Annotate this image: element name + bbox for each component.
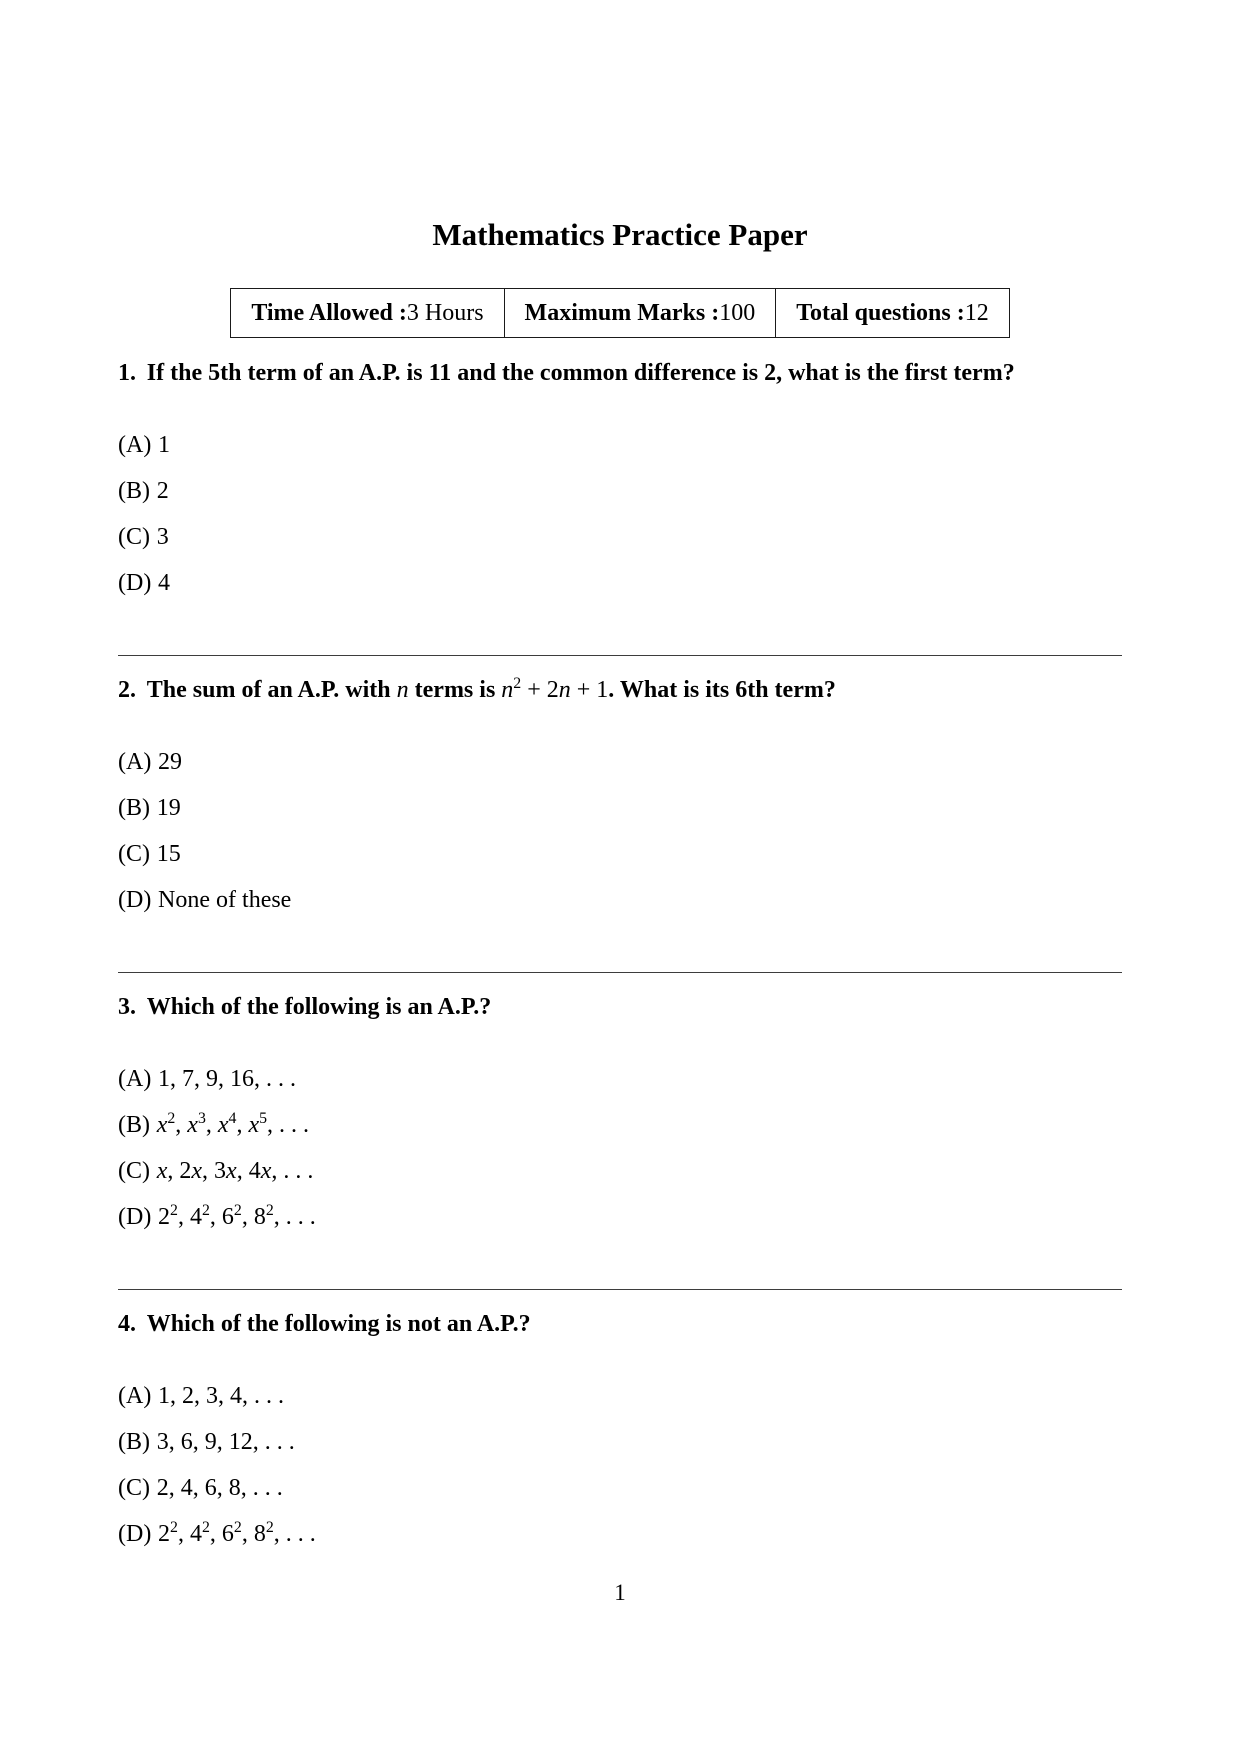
text-segment: , 4 bbox=[177, 1521, 202, 1547]
text-segment: , 6 bbox=[209, 1521, 234, 1547]
question-number: 3. bbox=[118, 994, 136, 1020]
text-segment: 29 bbox=[158, 749, 183, 775]
option-label: (C) bbox=[118, 1475, 150, 1501]
option-label: (C) bbox=[118, 841, 150, 867]
text-segment: , 6 bbox=[209, 1204, 234, 1230]
math-superscript: 4 bbox=[228, 1110, 237, 1127]
question-heading bbox=[118, 992, 1122, 1022]
math-superscript: 2 bbox=[233, 1202, 242, 1219]
options-list bbox=[118, 430, 1122, 598]
option-label: (C) bbox=[118, 1158, 150, 1184]
question-text bbox=[147, 360, 1015, 386]
exam-info-cell bbox=[231, 289, 504, 338]
question-block bbox=[118, 1309, 1122, 1549]
info-value: 3 Hours bbox=[406, 300, 484, 326]
info-value: 100 bbox=[719, 300, 756, 326]
option-row bbox=[118, 1156, 1122, 1186]
text-segment: 2, 4, 6, 8, . . . bbox=[156, 1475, 283, 1501]
math-superscript: 2 bbox=[265, 1202, 274, 1219]
question-number: 2. bbox=[118, 677, 136, 703]
option-row bbox=[118, 1381, 1122, 1411]
text-segment: , . . . bbox=[273, 1521, 316, 1547]
text-segment: , . . . bbox=[271, 1158, 314, 1184]
option-text bbox=[158, 1521, 316, 1547]
math-variable: n bbox=[396, 677, 409, 703]
option-text bbox=[157, 1112, 309, 1138]
exam-info-row bbox=[231, 289, 1009, 338]
math-variable: x bbox=[260, 1158, 272, 1184]
info-label: Total questions : bbox=[796, 300, 965, 326]
text-segment: The sum of an A.P. with bbox=[146, 677, 397, 703]
questions-container bbox=[118, 358, 1122, 1549]
text-segment: 4 bbox=[158, 570, 171, 596]
option-row bbox=[118, 430, 1122, 460]
question-heading bbox=[118, 1309, 1122, 1339]
option-label: (C) bbox=[118, 524, 150, 550]
text-segment: , bbox=[205, 1112, 218, 1138]
option-text bbox=[157, 1429, 295, 1455]
text-segment: . What is its 6th term? bbox=[608, 677, 836, 703]
text-segment: , bbox=[236, 1112, 249, 1138]
text-segment: 2 bbox=[158, 1521, 171, 1547]
text-segment: , . . . bbox=[267, 1112, 310, 1138]
option-label: (B) bbox=[118, 1112, 150, 1138]
text-segment: Which of the following is an A.P.? bbox=[146, 994, 492, 1020]
math-variable: x bbox=[191, 1158, 203, 1184]
text-segment: 3 bbox=[156, 524, 169, 550]
text-segment: terms is bbox=[408, 677, 502, 703]
info-label: Maximum Marks : bbox=[524, 300, 720, 326]
info-label: Time Allowed : bbox=[251, 300, 407, 326]
question-text bbox=[147, 677, 836, 703]
text-segment: 2 bbox=[158, 1204, 171, 1230]
option-text bbox=[157, 1475, 283, 1501]
option-row bbox=[118, 522, 1122, 552]
math-superscript: 2 bbox=[201, 1519, 210, 1536]
question-block bbox=[118, 675, 1122, 973]
text-segment: 15 bbox=[156, 841, 181, 867]
question-heading bbox=[118, 675, 1122, 705]
option-text bbox=[158, 432, 170, 458]
math-variable: x bbox=[156, 1158, 168, 1184]
math-variable: x bbox=[156, 1112, 168, 1138]
exam-info-table bbox=[230, 288, 1009, 338]
options-list bbox=[118, 747, 1122, 915]
option-text bbox=[158, 1383, 284, 1409]
option-label: (D) bbox=[118, 887, 152, 913]
option-label: (A) bbox=[118, 432, 152, 458]
question-divider bbox=[118, 972, 1122, 973]
math-variable: n bbox=[501, 677, 514, 703]
math-variable: x bbox=[248, 1112, 260, 1138]
option-text bbox=[157, 841, 181, 867]
text-segment: 1, 7, 9, 16, . . . bbox=[158, 1066, 297, 1092]
options-list bbox=[118, 1381, 1122, 1549]
option-text bbox=[157, 478, 169, 504]
option-label: (D) bbox=[118, 1204, 152, 1230]
option-row bbox=[118, 568, 1122, 598]
text-segment: , 3 bbox=[202, 1158, 227, 1184]
option-row bbox=[118, 1110, 1122, 1140]
text-segment: 1, 2, 3, 4, . . . bbox=[158, 1383, 285, 1409]
math-variable: x bbox=[226, 1158, 237, 1184]
math-superscript: 2 bbox=[513, 675, 522, 692]
option-text bbox=[158, 887, 291, 913]
text-segment: , . . . bbox=[273, 1204, 316, 1230]
question-block bbox=[118, 358, 1122, 656]
text-segment: 1 bbox=[158, 432, 171, 458]
text-segment: None of these bbox=[158, 887, 292, 913]
question-heading bbox=[118, 358, 1122, 388]
question-divider bbox=[118, 1289, 1122, 1290]
math-variable: x bbox=[187, 1112, 198, 1138]
option-text bbox=[157, 1158, 314, 1184]
text-segment: , bbox=[175, 1112, 188, 1138]
math-superscript: 2 bbox=[170, 1519, 178, 1536]
text-segment: + 2 bbox=[521, 677, 559, 703]
math-superscript: 2 bbox=[167, 1110, 176, 1127]
option-label: (A) bbox=[118, 749, 152, 775]
math-variable: n bbox=[558, 677, 571, 703]
question-number: 4. bbox=[118, 1311, 136, 1337]
option-label: (B) bbox=[118, 478, 150, 504]
math-superscript: 2 bbox=[265, 1519, 274, 1536]
option-row bbox=[118, 839, 1122, 869]
page-title: Mathematics Practice Paper bbox=[432, 217, 808, 252]
option-text bbox=[158, 1066, 296, 1092]
option-text bbox=[157, 795, 181, 821]
option-row bbox=[118, 1519, 1122, 1549]
page-number: 1 bbox=[614, 1580, 626, 1605]
option-text bbox=[158, 749, 182, 775]
option-row bbox=[118, 793, 1122, 823]
exam-info-cell bbox=[776, 289, 1010, 338]
text-segment: , 2 bbox=[167, 1158, 192, 1184]
text-segment: , 4 bbox=[236, 1158, 261, 1184]
option-label: (B) bbox=[118, 795, 150, 821]
math-variable: x bbox=[217, 1112, 229, 1138]
question-divider bbox=[118, 655, 1122, 656]
option-row bbox=[118, 1064, 1122, 1094]
exam-info-cell bbox=[504, 289, 776, 338]
text-segment: + 1 bbox=[570, 677, 609, 703]
question-text bbox=[147, 1311, 531, 1337]
option-text bbox=[158, 1204, 316, 1230]
option-row bbox=[118, 885, 1122, 915]
option-label: (A) bbox=[118, 1383, 152, 1409]
option-text bbox=[157, 524, 169, 550]
option-row bbox=[118, 476, 1122, 506]
text-segment: , 8 bbox=[241, 1204, 266, 1230]
text-segment: 3, 6, 9, 12, . . . bbox=[156, 1429, 295, 1455]
math-superscript: 3 bbox=[197, 1110, 206, 1127]
text-segment: Which of the following is not an A.P.? bbox=[146, 1311, 531, 1337]
option-label: (B) bbox=[118, 1429, 150, 1455]
math-superscript: 5 bbox=[259, 1110, 268, 1127]
option-label: (D) bbox=[118, 1521, 152, 1547]
question-text bbox=[147, 994, 492, 1020]
info-value: 12 bbox=[964, 300, 989, 326]
question-block bbox=[118, 992, 1122, 1290]
option-label: (D) bbox=[118, 570, 152, 596]
options-list bbox=[118, 1064, 1122, 1232]
option-row bbox=[118, 1427, 1122, 1457]
option-row bbox=[118, 747, 1122, 777]
text-segment: , 8 bbox=[241, 1521, 266, 1547]
option-row bbox=[118, 1473, 1122, 1503]
option-text bbox=[158, 570, 170, 596]
option-row bbox=[118, 1202, 1122, 1232]
text-segment: 19 bbox=[156, 795, 181, 821]
text-segment: If the 5th term of an A.P. is 11 and the common difference is 2, what is the first term? bbox=[146, 360, 1015, 386]
option-label: (A) bbox=[118, 1066, 152, 1092]
math-superscript: 2 bbox=[170, 1202, 178, 1219]
text-segment: 2 bbox=[156, 478, 169, 504]
text-segment: , 4 bbox=[177, 1204, 202, 1230]
question-number: 1. bbox=[118, 360, 136, 386]
math-superscript: 2 bbox=[201, 1202, 210, 1219]
math-superscript: 2 bbox=[233, 1519, 242, 1536]
